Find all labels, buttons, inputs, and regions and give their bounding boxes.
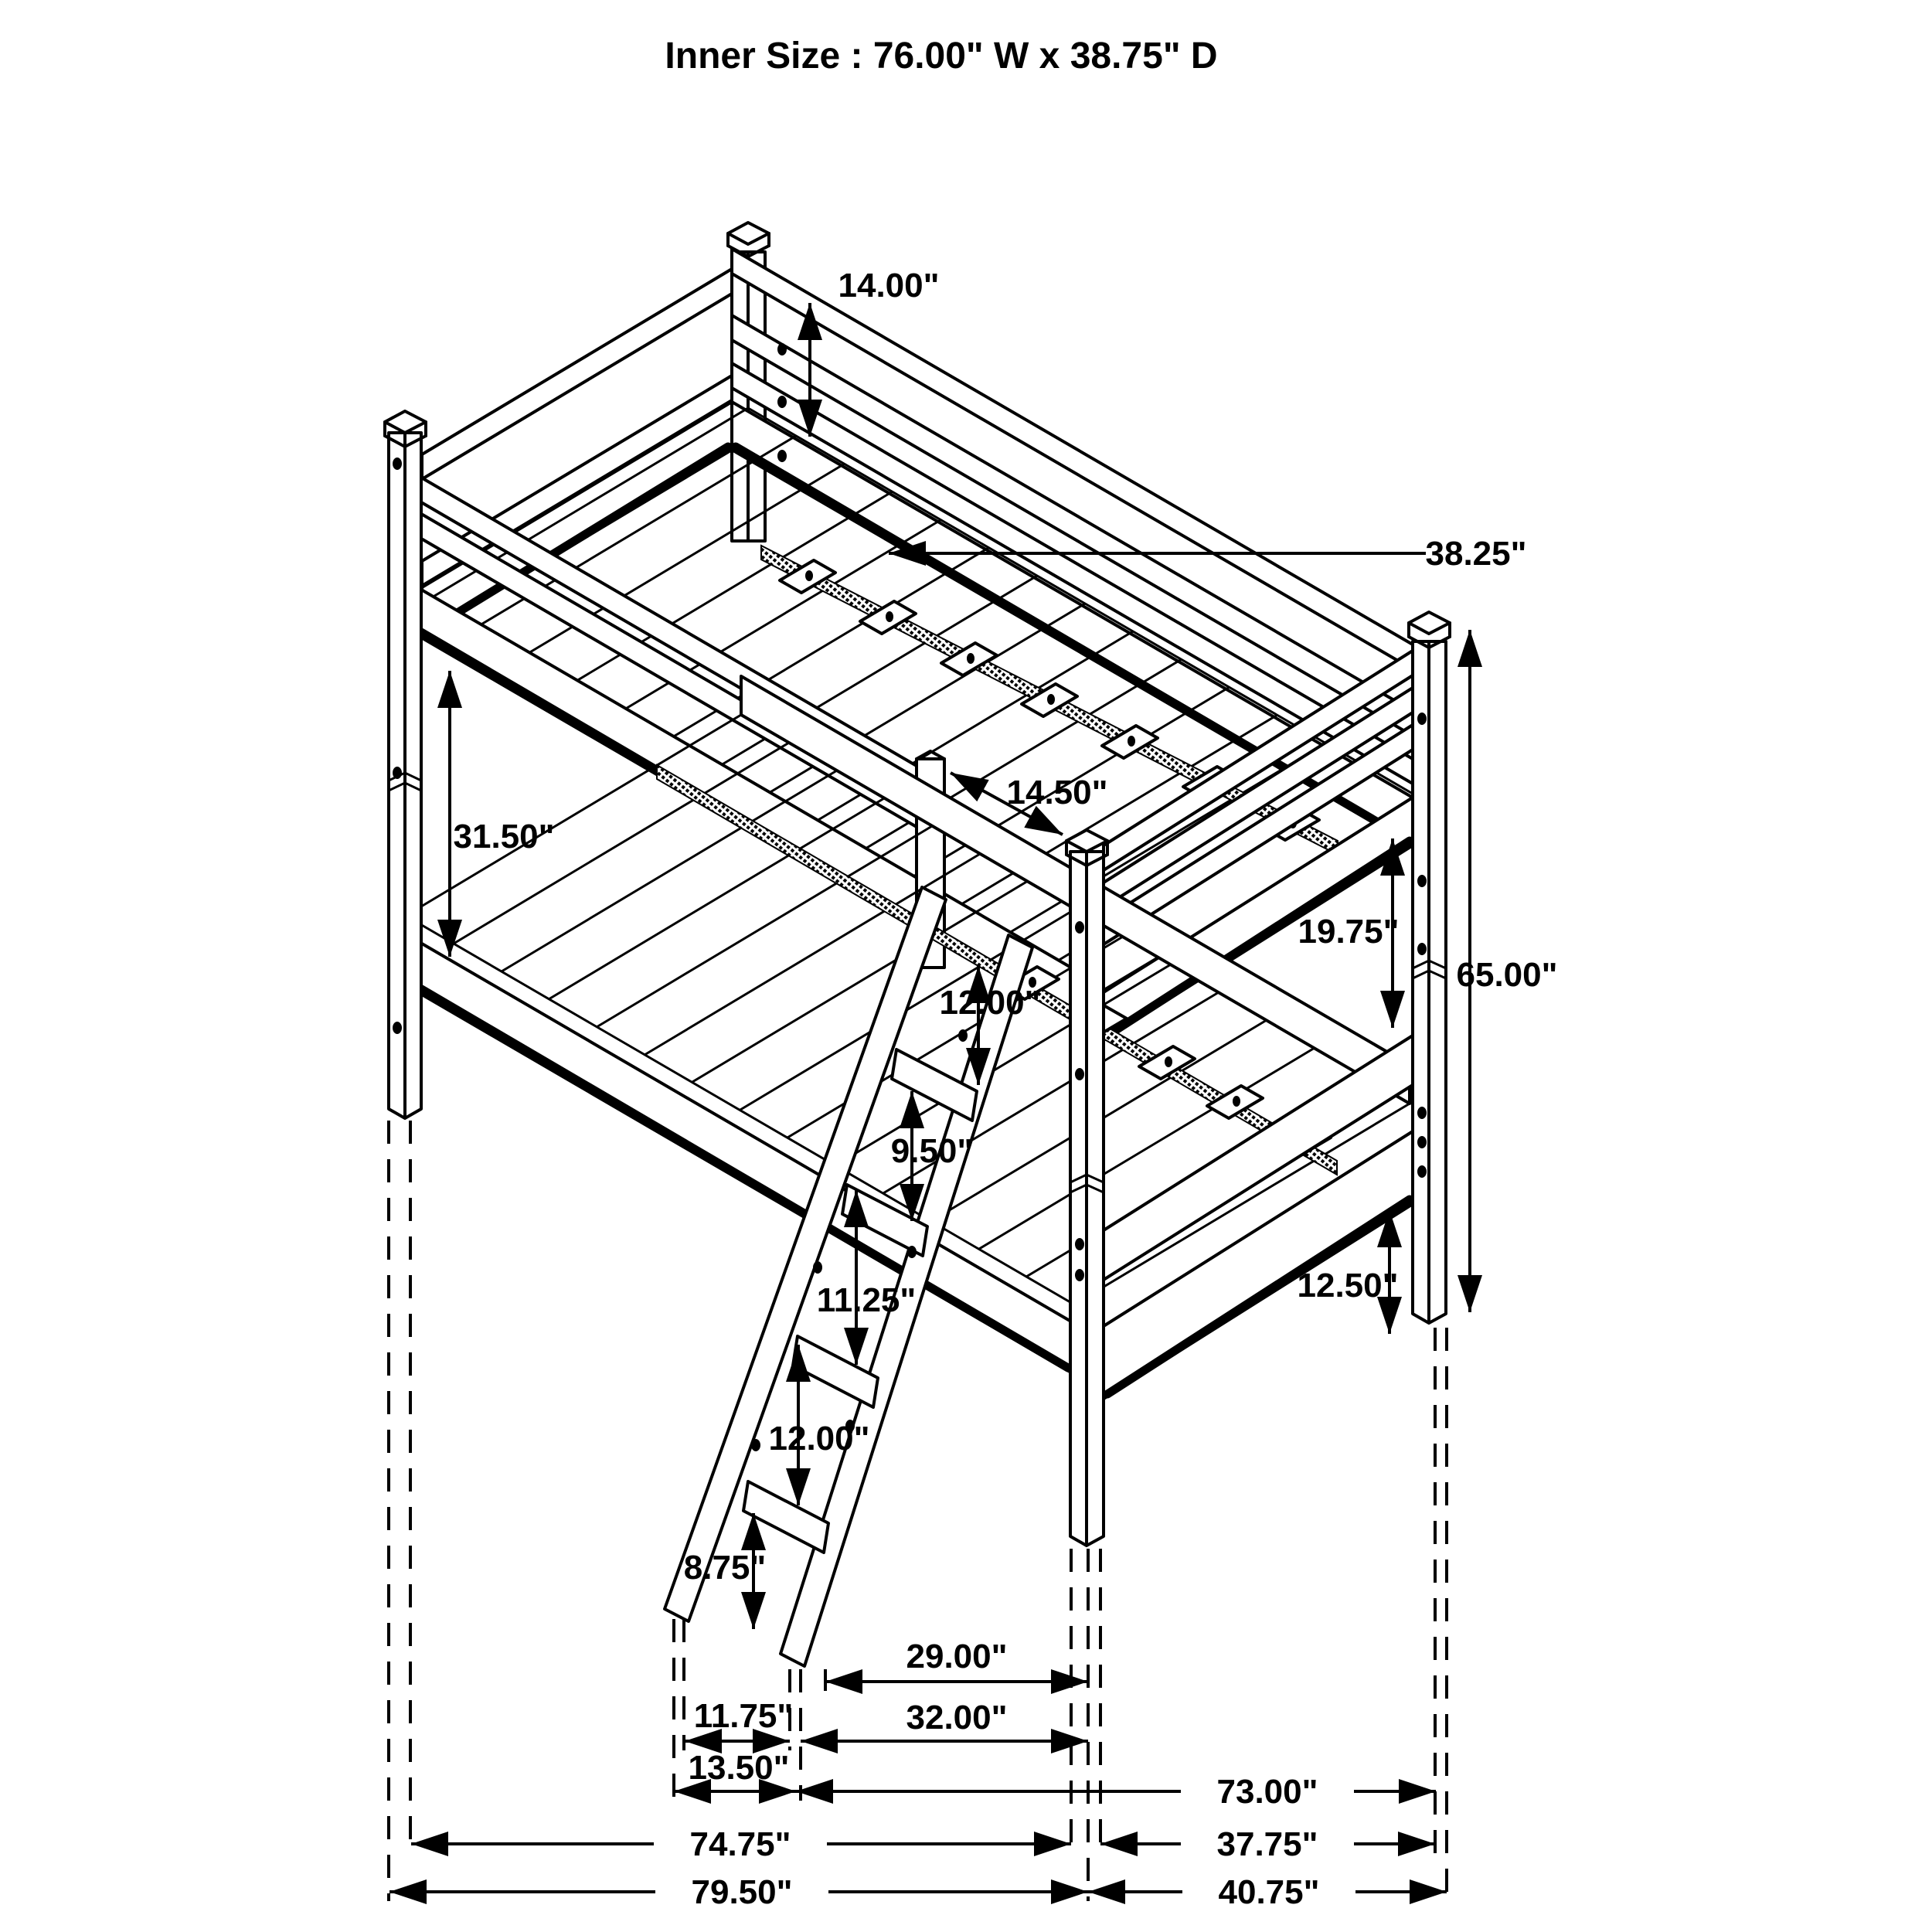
dim-label-headboard-guard-height: 14.00"	[838, 267, 940, 304]
right-post	[1409, 612, 1450, 1323]
dim-label-slat-length: 38.25"	[1425, 535, 1527, 573]
dim-label-frame-depth: 37.75"	[1216, 1825, 1318, 1863]
ladder-step-1	[892, 1049, 977, 1121]
dim-label-lower-bunk-floor-clearance: 12.50"	[1297, 1267, 1399, 1304]
front-post	[1066, 830, 1107, 1546]
left-post	[385, 411, 426, 1118]
dim-label-rail-to-first-step: 12.00"	[939, 984, 1041, 1022]
dim-label-step-spacing-2: 11.25"	[816, 1281, 917, 1319]
diagram-title: Inner Size : 76.00" W x 38.75" D	[665, 36, 1218, 77]
dim-label-ladder-projection: 13.50"	[688, 1749, 790, 1787]
dim-label-lower-bunk-clearance: 31.50"	[453, 818, 555, 855]
bunk-bed-wireframe	[385, 223, 1450, 1666]
dim-label-step-spacing-3: 12.00"	[768, 1420, 870, 1458]
ladder-step-3	[793, 1336, 878, 1407]
dim-label-ladder-foot-to-frame: 32.00"	[906, 1699, 1008, 1736]
dim-label-overall-depth: 40.75"	[1218, 1873, 1320, 1911]
dim-label-bunk-gap: 19.75"	[1298, 913, 1400, 951]
dim-label-ladder-foot-to-post: 29.00"	[906, 1638, 1008, 1675]
dim-label-ladder-opening-width: 14.50"	[1006, 774, 1108, 811]
dim-label-overall-height: 65.00"	[1456, 956, 1558, 994]
dim-label-last-step-to-floor: 8.75"	[683, 1549, 767, 1587]
ladder-step-4	[743, 1481, 828, 1553]
dim-label-frame-length: 73.00"	[1216, 1773, 1318, 1811]
dim-label-ladder-foot-width: 11.75"	[693, 1697, 794, 1735]
dim-label-length-with-posts: 74.75"	[689, 1825, 791, 1863]
dim-label-step-spacing-1: 9.50"	[890, 1132, 974, 1170]
dim-label-overall-length: 79.50"	[691, 1873, 793, 1911]
